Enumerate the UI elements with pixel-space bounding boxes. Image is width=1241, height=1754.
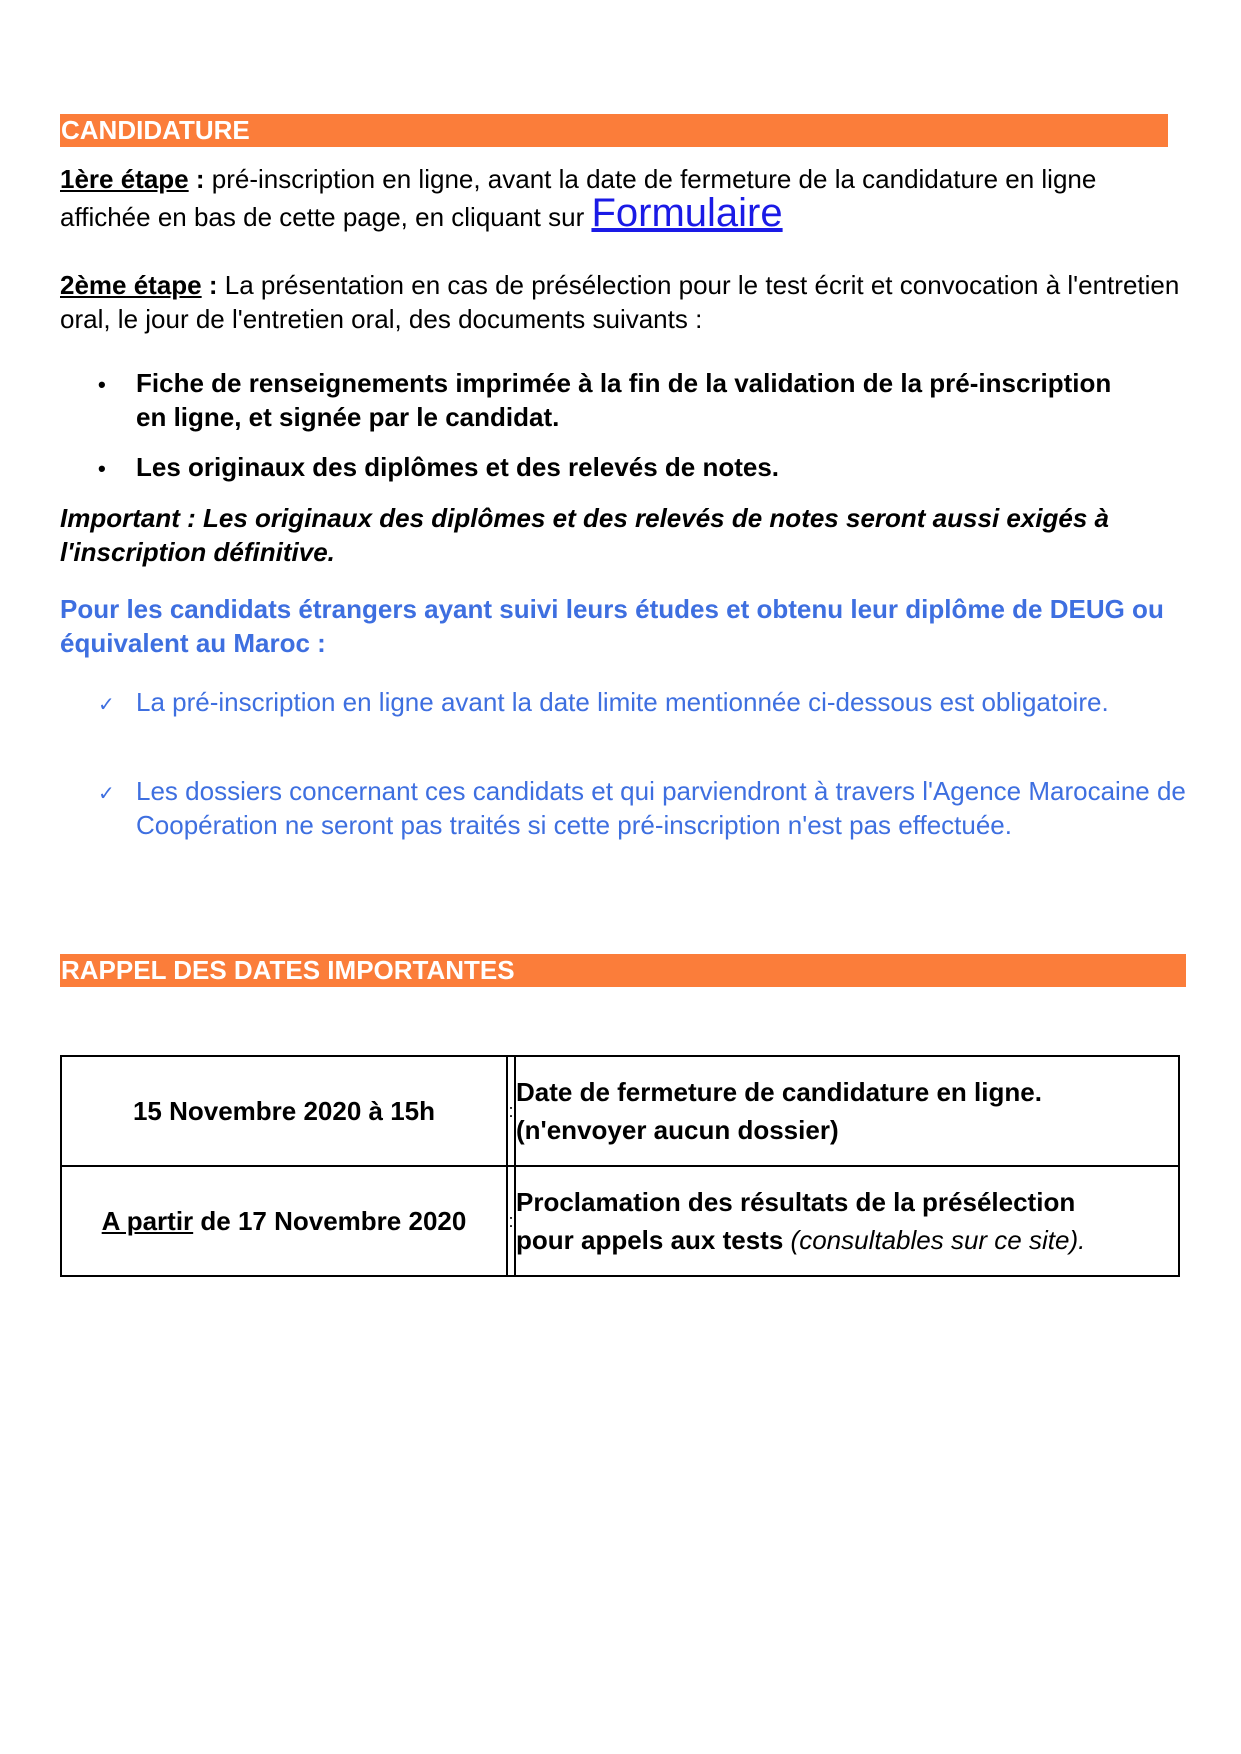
important-dates-table: [60, 1055, 1180, 1277]
description-cell: [515, 1056, 1179, 1166]
important-note: Important : Les originaux des diplômes et des relevés de notes seront aussi exigés à l'inscription définitive.: [60, 503, 1110, 567]
section-header-dates: RAPPEL DES DATES IMPORTANTES: [60, 954, 1186, 987]
description-line: pour appels aux tests (consultables sur ce site).: [516, 1225, 1086, 1255]
step2-text: La présentation en cas de présélection pour le test écrit et convocation à l'entretien oral, le jour de l'entretien oral, des documents suivants :: [60, 270, 1180, 334]
separator-cell: :: [507, 1166, 515, 1276]
step1-paragraph: [60, 162, 1180, 234]
step1-label: 1ère étape :: [60, 164, 205, 194]
document-list-item: Les originaux des diplômes et des relevés de notes.: [136, 452, 780, 482]
separator-cell: :: [507, 1056, 515, 1166]
document-list-item: Fiche de renseignements imprimée à la fin de la validation de la pré-inscription en ligne, et signée par le candidat.: [136, 368, 1112, 432]
date-cell: 15 Novembre 2020 à 15h: [61, 1056, 507, 1166]
description-line: (n'envoyer aucun dossier): [516, 1115, 839, 1145]
bullet-icon: •: [98, 372, 106, 397]
foreign-list-item: Les dossiers concernant ces candidats et qui parviendront à travers l'Agence Marocaine de Coopération ne seront pas traités si cette pré-inscription n'est pas effectuée.: [136, 776, 1186, 840]
date-prefix: A partir: [101, 1205, 194, 1236]
table-row: [61, 1056, 1179, 1166]
table-row: [61, 1166, 1179, 1276]
description-line: Proclamation des résultats de la présélection: [516, 1187, 1076, 1217]
bullet-icon: •: [98, 456, 106, 481]
description-line: Date de fermeture de candidature en ligne.: [516, 1077, 1042, 1107]
description-note: (consultables sur ce site).: [783, 1225, 1086, 1255]
step1-text: pré-inscription en ligne, avant la date de fermeture de la candidature en ligne affichée en bas de cette page, en cliquant sur: [60, 164, 1097, 232]
checkmark-icon: ✓: [98, 694, 115, 716]
section-header-candidature: CANDIDATURE: [60, 114, 1168, 147]
date-rest: de 17 Novembre 2020: [193, 1205, 467, 1236]
foreign-list-item: La pré-inscription en ligne avant la date limite mentionnée ci-dessous est obligatoire.: [136, 687, 1109, 717]
step2-paragraph: [60, 268, 1200, 336]
foreign-candidates-title: Pour les candidats étrangers ayant suivi leurs études et obtenu leur diplôme de DEUG ou équivalent au Maroc :: [60, 594, 1164, 658]
formulaire-link[interactable]: Formulaire: [591, 191, 783, 235]
checkmark-icon: ✓: [98, 783, 115, 805]
step2-label: 2ème étape :: [60, 270, 218, 300]
date-cell: [61, 1166, 507, 1276]
description-cell: [515, 1166, 1179, 1276]
